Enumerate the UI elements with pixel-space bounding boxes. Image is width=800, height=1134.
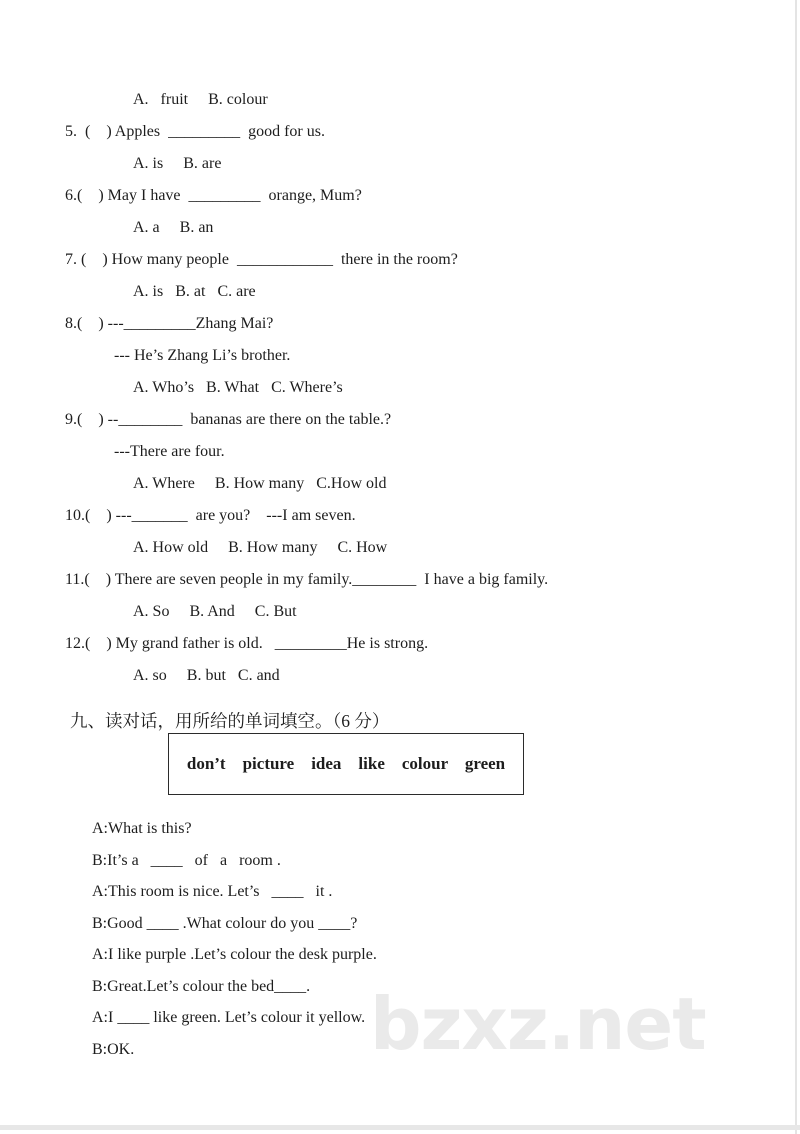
dialogue-line: B:Great.Let’s colour the bed____. xyxy=(92,977,311,995)
question-5-options: A. is B. are xyxy=(133,155,222,172)
dialogue-line: A:What is this? xyxy=(92,820,192,837)
dialogue-line: A:I like purple .Let’s colour the desk purple. xyxy=(92,946,377,963)
question-11-options: A. So B. And C. But xyxy=(133,603,297,620)
multiple-choice-question-list xyxy=(0,84,800,692)
dialogue-line: A:This room is nice. Let’s ____ it . xyxy=(92,883,333,900)
watermark: bzxz.net xyxy=(370,982,706,1066)
dialogue-line: B:OK. xyxy=(92,1040,135,1058)
fill-in-dialogue xyxy=(0,813,800,1065)
question-6: 6.( ) May I have _________ orange, Mum? xyxy=(65,187,362,204)
question-12: 12.( ) My grand father is old. _________He is strong. xyxy=(65,635,429,652)
dialogue-line: B:It’s a ____ of a room . xyxy=(92,851,281,869)
question-10: 10.( ) ---_______ are you? ---I am seven. xyxy=(65,507,356,524)
question-12-options: A. so B. but C. and xyxy=(133,667,280,684)
question-8-options: A. Who’s B. What C. Where’s xyxy=(133,379,343,396)
question-9: 9.( ) --________ bananas are there on the table.? xyxy=(65,411,392,428)
question-9-options: A. Where B. How many C.How old xyxy=(133,475,387,492)
dialogue-line: A:I ____ like green. Let’s colour it yellow. xyxy=(92,1009,366,1026)
question-8: 8.( ) ---_________Zhang Mai? xyxy=(65,315,274,332)
dialogue-line: B:Good ____ .What colour do you ____? xyxy=(92,914,358,932)
carryover-options-line: A. fruit B. colour xyxy=(133,91,268,108)
question-5: 5. ( ) Apples _________ good for us. xyxy=(65,123,325,140)
question-6-options: A. a B. an xyxy=(133,219,214,236)
bottom-page-strip xyxy=(0,1125,800,1130)
question-11: 11.( ) There are seven people in my family.________ I have a big family. xyxy=(65,571,549,588)
question-7: 7. ( ) How many people ____________ there in the room? xyxy=(65,251,458,268)
question-9-reply: ---There are four. xyxy=(114,443,225,460)
question-8-reply: --- He’s Zhang Li’s brother. xyxy=(114,347,291,364)
question-7-options: A. is B. at C. are xyxy=(133,283,256,300)
word-bank-box: don’t picture idea like colour green xyxy=(168,733,524,795)
question-10-options: A. How old B. How many C. How xyxy=(133,539,388,556)
section-nine-heading: 九、读对话，用所给的单词填空。（6 分） xyxy=(70,711,390,731)
page-edge-shadow xyxy=(795,0,797,1134)
